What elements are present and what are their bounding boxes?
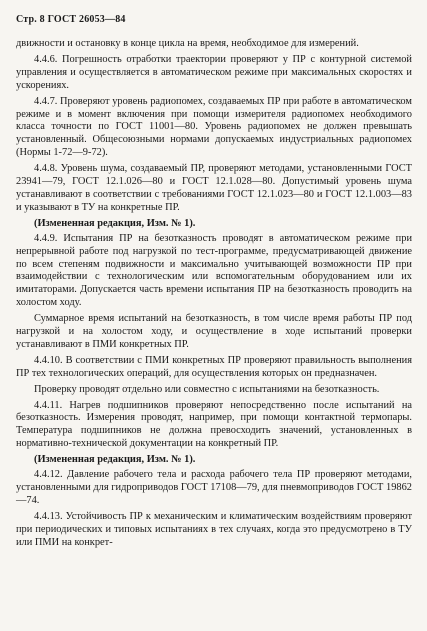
amendment-note: (Измененная редакция, Изм. № 1). — [34, 217, 196, 229]
paragraph-4-4-12: 4.4.12. Давление рабочего тела и расхода рабочего тела ПР проверяют методами, установленными для гидроприводов ГОСТ 17108—79, для пневмоприводов ГОСТ 19862—74. — [16, 469, 412, 506]
amendment-note: (Измененная редакция, Изм. № 1). — [34, 454, 196, 466]
paragraph-4-4-13: 4.4.13. Устойчивость ПР к механическим и климатическим воздействиям проверяют при периодических и типовых испытаниях в тех случаях, когда это предусмотрено в ТУ или ПМИ на конкрет- — [16, 510, 412, 548]
paragraph-4-4-6: 4.4.6. Погрешность отработки траектории проверяют у ПР с контурной системой управления и осуществляется в автоматическом режиме при максимальных скоростях и ускорениях. — [16, 53, 412, 91]
paragraph-4-4-8: 4.4.8. Уровень шума, создаваемый ПР, проверяют методами, установленными ГОСТ 23941—79, ГОСТ 12.1.026—80 и ГОСТ 12.1.028—80. Допустимый уровень шума устанавливают в соответствии с требованиями ГОСТ 12.1.023—80 и ГОСТ 12.1.003—83 и указывают в ТУ на конкретные ПР. — [16, 163, 412, 213]
paragraph-continuation: движности и остановку в конце цикла на время, необходимое для измерений. — [16, 38, 359, 49]
paragraph-4-4-9: 4.4.9. Испытания ПР на безотказность проводят в автоматическом режиме при непрерывной работе под нагрузкой по тест-программе, предусматривающей движение по всем степеням подвижности и максимально учитывающей возможности ПР при взаимодействии с технологическим или вспомогательным оборудованием или их имитаторами. Допускается часть времени испытания ПР на безотказность проводить на холостом ходу. — [16, 232, 412, 309]
document-body — [16, 38, 412, 553]
page-header: Стр. 8 ГОСТ 26053—84 — [16, 14, 126, 25]
paragraph-check-separately: Проверку проводят отдельно или совместно с испытаниями на безотказность. — [34, 383, 380, 395]
paragraph-4-4-7: 4.4.7. Проверяют уровень радиопомех, создаваемых ПР при работе в автоматическом режиме и в момент включения при помощи измерителя радиопомех необходимого класса точности по ГОСТ 11001—80. Уровень радиопомех не должен превышать установленный. Общесоюзными нормами допускаемых индустриальных радиопомех (Нормы 1-72—9-72). — [16, 95, 412, 159]
paragraph-4-4-11: 4.4.11. Нагрев подшипников проверяют непосредственно после испытаний на безотказность. Измерения проводят, например, при помощи контактной термопары. Температура подшипников не должна превосходить значений, установленных в нормативно-технической документации на конкретный ПР. — [16, 399, 412, 450]
paragraph-total-time: Суммарное время испытаний на безотказность, в том числе время работы ПР под нагрузкой и на холостом ходу, и осуществление в ходе испытаний проверки устанавливают в ПМИ конкретных ПР. — [16, 313, 412, 350]
paragraph-4-4-10: 4.4.10. В соответствии с ПМИ конкретных ПР проверяют правильность выполнения ПР тех технологических операций, для осуществления которых он предназначен. — [16, 354, 412, 379]
